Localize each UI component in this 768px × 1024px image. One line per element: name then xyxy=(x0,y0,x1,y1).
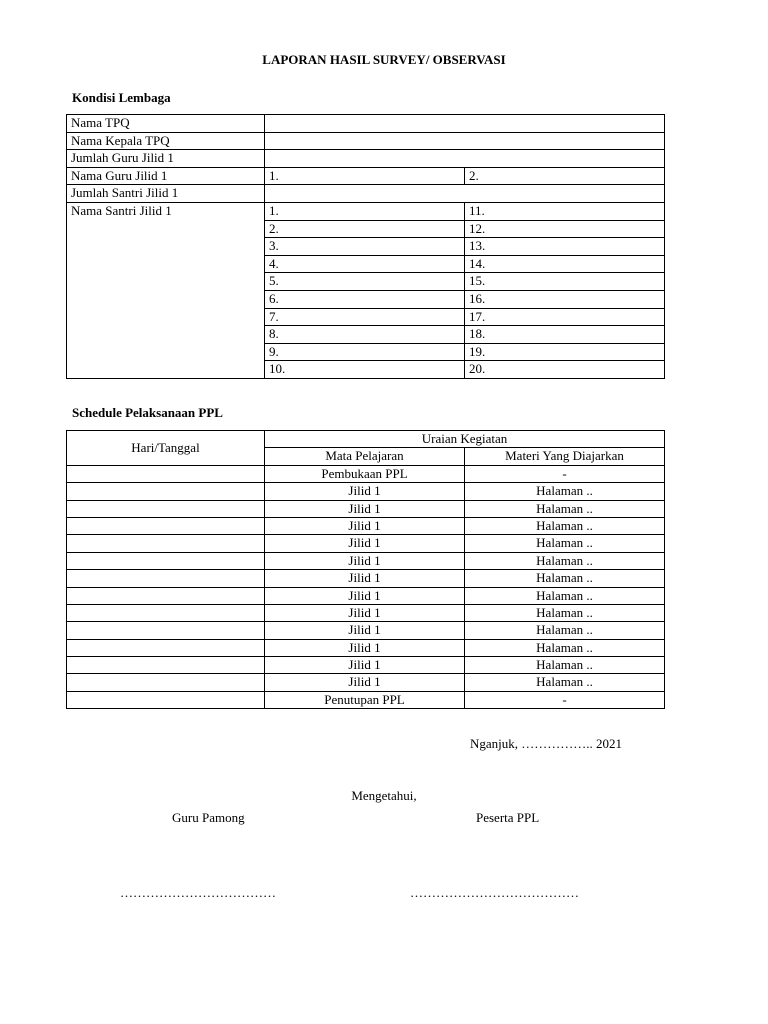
santri-number: 2. xyxy=(265,220,465,238)
nama-kepala-value xyxy=(265,132,665,150)
peserta-ppl-signature-line: ………………………………… xyxy=(410,885,579,900)
materi-cell: Halaman .. xyxy=(465,570,665,587)
materi-cell: Halaman .. xyxy=(465,500,665,517)
hari-tanggal-cell xyxy=(67,535,265,552)
materi-cell: Halaman .. xyxy=(465,535,665,552)
mata-pelajaran-cell: Jilid 1 xyxy=(265,483,465,500)
santri-number: 10. xyxy=(265,361,465,379)
hari-tanggal-cell xyxy=(67,517,265,534)
row-label-nama-santri: Nama Santri Jilid 1 xyxy=(67,202,265,378)
hari-tanggal-cell xyxy=(67,657,265,674)
santri-number: 1. xyxy=(265,202,465,220)
mata-pelajaran-cell: Jilid 1 xyxy=(265,500,465,517)
table-row xyxy=(67,150,665,168)
row-label-jumlah-santri: Jumlah Santri Jilid 1 xyxy=(67,185,265,203)
mata-pelajaran-cell: Jilid 1 xyxy=(265,517,465,534)
table-row xyxy=(67,185,665,203)
materi-cell: - xyxy=(465,465,665,482)
hari-tanggal-cell xyxy=(67,483,265,500)
santri-number: 6. xyxy=(265,290,465,308)
materi-cell: Halaman .. xyxy=(465,639,665,656)
santri-number: 18. xyxy=(465,326,665,344)
nama-tpq-value xyxy=(265,115,665,133)
hari-tanggal-cell xyxy=(67,465,265,482)
santri-number: 20. xyxy=(465,361,665,379)
hari-tanggal-cell xyxy=(67,552,265,569)
guru-number-1: 1. xyxy=(265,167,465,185)
hari-tanggal-cell xyxy=(67,639,265,656)
santri-number: 7. xyxy=(265,308,465,326)
materi-cell: Halaman .. xyxy=(465,587,665,604)
table-row xyxy=(67,691,665,708)
table-row xyxy=(67,132,665,150)
santri-number: 12. xyxy=(465,220,665,238)
jumlah-guru-value xyxy=(265,150,665,168)
table-row xyxy=(67,517,665,534)
peserta-ppl-label: Peserta PPL xyxy=(476,810,540,825)
santri-number: 13. xyxy=(465,238,665,256)
table-row xyxy=(67,622,665,639)
mata-pelajaran-cell: Pembukaan PPL xyxy=(265,465,465,482)
guru-pamong-label: Guru Pamong xyxy=(172,810,245,825)
kondisi-lembaga-table xyxy=(66,114,665,379)
materi-cell: Halaman .. xyxy=(465,657,665,674)
mata-pelajaran-cell: Jilid 1 xyxy=(265,639,465,656)
guru-pamong-signature-line: ……………………………… xyxy=(120,885,276,900)
santri-number: 8. xyxy=(265,326,465,344)
santri-number: 16. xyxy=(465,290,665,308)
santri-number: 11. xyxy=(465,202,665,220)
column-header-uraian-kegiatan: Uraian Kegiatan xyxy=(265,431,665,448)
table-row xyxy=(67,552,665,569)
column-header-hari-tanggal: Hari/Tanggal xyxy=(67,431,265,466)
materi-cell: Halaman .. xyxy=(465,674,665,691)
schedule-body xyxy=(67,465,665,708)
place-date: Nganjuk, …………….. 2021 xyxy=(470,736,623,751)
table-row xyxy=(67,483,665,500)
materi-cell: Halaman .. xyxy=(465,517,665,534)
table-row xyxy=(67,500,665,517)
mata-pelajaran-cell: Jilid 1 xyxy=(265,604,465,621)
table-row xyxy=(67,465,665,482)
mata-pelajaran-cell: Penutupan PPL xyxy=(265,691,465,708)
jumlah-santri-value xyxy=(265,185,665,203)
mata-pelajaran-cell: Jilid 1 xyxy=(265,570,465,587)
document-title: LAPORAN HASIL SURVEY/ OBSERVASI xyxy=(262,52,506,67)
row-label-nama-tpq: Nama TPQ xyxy=(67,115,265,133)
hari-tanggal-cell xyxy=(67,587,265,604)
santri-number: 19. xyxy=(465,343,665,361)
section-heading-kondisi-lembaga: Kondisi Lembaga xyxy=(72,90,171,105)
row-label-jumlah-guru: Jumlah Guru Jilid 1 xyxy=(67,150,265,168)
materi-cell: Halaman .. xyxy=(465,552,665,569)
section-heading-schedule: Schedule Pelaksanaan PPL xyxy=(72,405,223,420)
santri-number: 3. xyxy=(265,238,465,256)
table-row xyxy=(67,587,665,604)
santri-number: 4. xyxy=(265,255,465,273)
santri-number: 15. xyxy=(465,273,665,291)
table-header-row xyxy=(67,431,665,448)
column-header-mata-pelajaran: Mata Pelajaran xyxy=(265,448,465,465)
hari-tanggal-cell xyxy=(67,674,265,691)
mata-pelajaran-cell: Jilid 1 xyxy=(265,535,465,552)
table-row xyxy=(67,570,665,587)
hari-tanggal-cell xyxy=(67,622,265,639)
table-row xyxy=(67,657,665,674)
hari-tanggal-cell xyxy=(67,604,265,621)
hari-tanggal-cell xyxy=(67,500,265,517)
table-row xyxy=(67,604,665,621)
acknowledged-label: Mengetahui, xyxy=(351,788,417,803)
santri-number: 14. xyxy=(465,255,665,273)
table-row xyxy=(67,535,665,552)
materi-cell: Halaman .. xyxy=(465,622,665,639)
santri-number: 9. xyxy=(265,343,465,361)
schedule-table xyxy=(66,430,665,709)
table-row xyxy=(67,639,665,656)
mata-pelajaran-cell: Jilid 1 xyxy=(265,622,465,639)
materi-cell: - xyxy=(465,691,665,708)
table-row xyxy=(67,674,665,691)
santri-number: 5. xyxy=(265,273,465,291)
row-label-nama-kepala: Nama Kepala TPQ xyxy=(67,132,265,150)
row-label-nama-guru: Nama Guru Jilid 1 xyxy=(67,167,265,185)
mata-pelajaran-cell: Jilid 1 xyxy=(265,587,465,604)
hari-tanggal-cell xyxy=(67,691,265,708)
mata-pelajaran-cell: Jilid 1 xyxy=(265,552,465,569)
table-row xyxy=(67,115,665,133)
mata-pelajaran-cell: Jilid 1 xyxy=(265,657,465,674)
mata-pelajaran-cell: Jilid 1 xyxy=(265,674,465,691)
hari-tanggal-cell xyxy=(67,570,265,587)
column-header-materi: Materi Yang Diajarkan xyxy=(465,448,665,465)
materi-cell: Halaman .. xyxy=(465,483,665,500)
materi-cell: Halaman .. xyxy=(465,604,665,621)
santri-number: 17. xyxy=(465,308,665,326)
table-row xyxy=(67,167,665,185)
guru-number-2: 2. xyxy=(465,167,665,185)
table-row xyxy=(67,202,665,220)
